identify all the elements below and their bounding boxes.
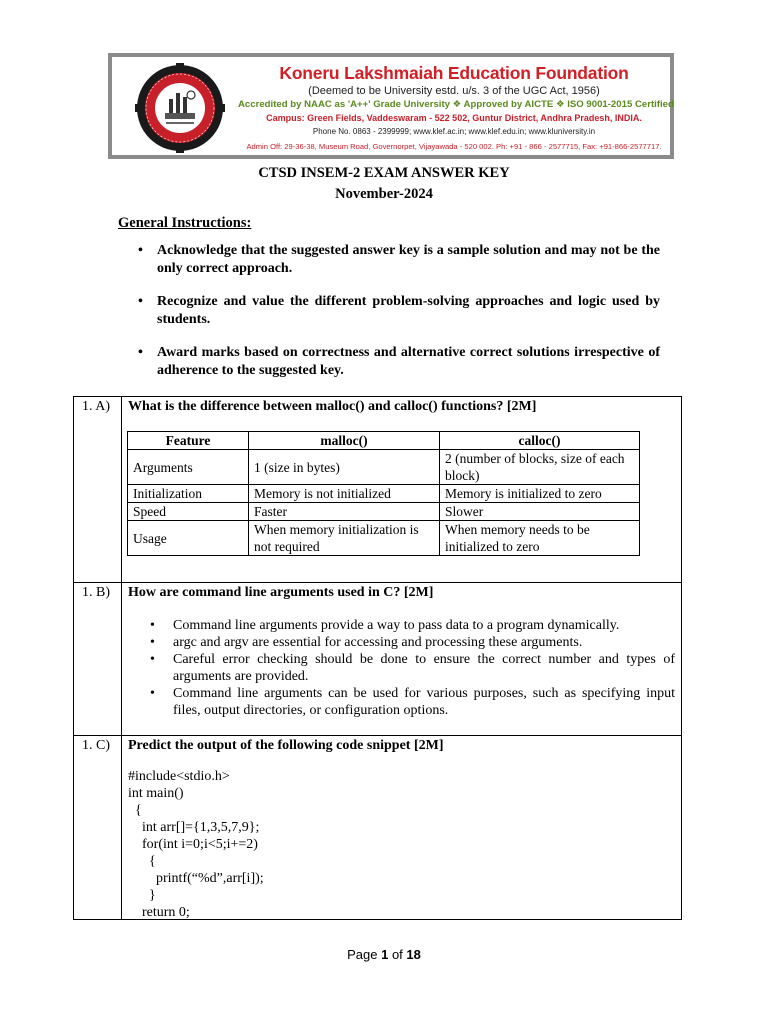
table-header-cell: calloc(): [440, 432, 640, 450]
table-cell: Initialization: [128, 485, 249, 503]
table-cell: 1 (size in bytes): [249, 450, 440, 485]
org-phone: Phone No. 0863 - 2399999; www.klef.ac.in; www.klef.edu.in; www.kluniversity.in: [312, 127, 596, 136]
instruction-item: • Award marks based on correctness and alternative correct solutions irrespective of adherence to the suggested key.: [138, 344, 660, 379]
table-cell: Memory is not initialized: [249, 485, 440, 503]
table-row: [128, 503, 640, 521]
table-header-cell: Feature: [128, 432, 249, 450]
code-line: {: [128, 854, 156, 869]
code-line: {: [128, 803, 142, 818]
org-accreditation: Accredited by NAAC as 'A++' Grade University ❖ Approved by AICTE ❖ ISO 9001-2015 Certified: [238, 99, 674, 110]
code-line: int main(): [128, 786, 184, 801]
university-seal-icon: [135, 63, 225, 153]
question-1b-answer-list: [150, 617, 675, 719]
question-1a-text: What is the difference between malloc() and calloc() functions? [2M]: [128, 399, 537, 414]
malloc-calloc-table: [127, 431, 640, 556]
code-snippet: [128, 768, 264, 921]
org-name: Koneru Lakshmaiah Education Foundation: [279, 63, 629, 83]
table-cell: Usage: [128, 521, 249, 556]
footer-page-total: 18: [406, 947, 421, 962]
question-1c-text: Predict the output of the following code snippet [2M]: [128, 738, 444, 753]
question-number-divider: [121, 397, 122, 919]
code-line: #include<stdio.h>: [128, 769, 230, 784]
question-number-1c: 1. C): [82, 738, 110, 753]
table-cell: Speed: [128, 503, 249, 521]
question-number-1a: 1. A): [82, 399, 110, 414]
org-info: [238, 62, 674, 153]
code-line: int arr[]={1,3,5,7,9};: [128, 820, 260, 835]
table-row: [128, 450, 640, 485]
page-footer: [0, 947, 768, 962]
org-admin-office: Admin Off: 29-36-38, Museum Road, Governorpet, Vijayawada - 520 002. Ph: +91 - 866 - 2577715, Fax: +91-866-2577717.: [246, 142, 662, 151]
table-cell: When memory needs to be initialized to zero: [440, 521, 640, 556]
code-line: printf(“%d”,arr[i]);: [128, 871, 264, 886]
page-title: CTSD INSEM-2 EXAM ANSWER KEY: [258, 165, 510, 181]
answer-bullet: • Command line arguments provide a way to pass data to a program dynamically.: [150, 617, 675, 634]
exam-date: November-2024: [335, 186, 433, 202]
table-cell: 2 (number of blocks, size of each block): [440, 450, 640, 485]
table-cell: Slower: [440, 503, 640, 521]
table-row: [128, 521, 640, 556]
question-number-1b: 1. B): [82, 585, 110, 600]
row-divider: [74, 735, 681, 736]
footer-page-label: Page: [347, 947, 378, 962]
table-header-row: [128, 432, 640, 450]
general-instructions-heading: General Instructions:: [118, 215, 252, 231]
header-banner: [108, 53, 674, 159]
org-campus: Campus: Green Fields, Vaddeswaram - 522 502, Guntur District, Andhra Pradesh, INDIA.: [266, 113, 642, 123]
table-cell: When memory initialization is not required: [249, 521, 440, 556]
table-row: [128, 485, 640, 503]
table-cell: Faster: [249, 503, 440, 521]
general-instructions-list: [138, 242, 660, 395]
answer-bullet: • argc and argv are essential for accessing and processing these arguments.: [150, 634, 675, 651]
code-line: return 0;: [128, 905, 190, 920]
footer-of: of: [391, 947, 403, 962]
table-header-cell: malloc(): [249, 432, 440, 450]
table-cell: Memory is initialized to zero: [440, 485, 640, 503]
row-divider: [74, 582, 681, 583]
org-deemed-line: (Deemed to be University estd. u/s. 3 of the UGC Act, 1956): [308, 85, 600, 97]
answer-bullet: • Careful error checking should be done to ensure the correct number and types of arguments are provided.: [150, 651, 675, 685]
code-line: for(int i=0;i<5;i+=2): [128, 837, 258, 852]
question-1b-text: How are command line arguments used in C? [2M]: [128, 585, 434, 600]
footer-page-number: 1: [381, 947, 389, 962]
answer-bullet: • Command line arguments can be used for various purposes, such as specifying input files, output directories, or configuration options.: [150, 685, 675, 719]
instruction-item: • Acknowledge that the suggested answer key is a sample solution and may not be the only correct approach.: [138, 242, 660, 277]
table-cell: Arguments: [128, 450, 249, 485]
instruction-item: • Recognize and value the different problem-solving approaches and logic used by students.: [138, 293, 660, 328]
code-line: }: [128, 888, 156, 903]
